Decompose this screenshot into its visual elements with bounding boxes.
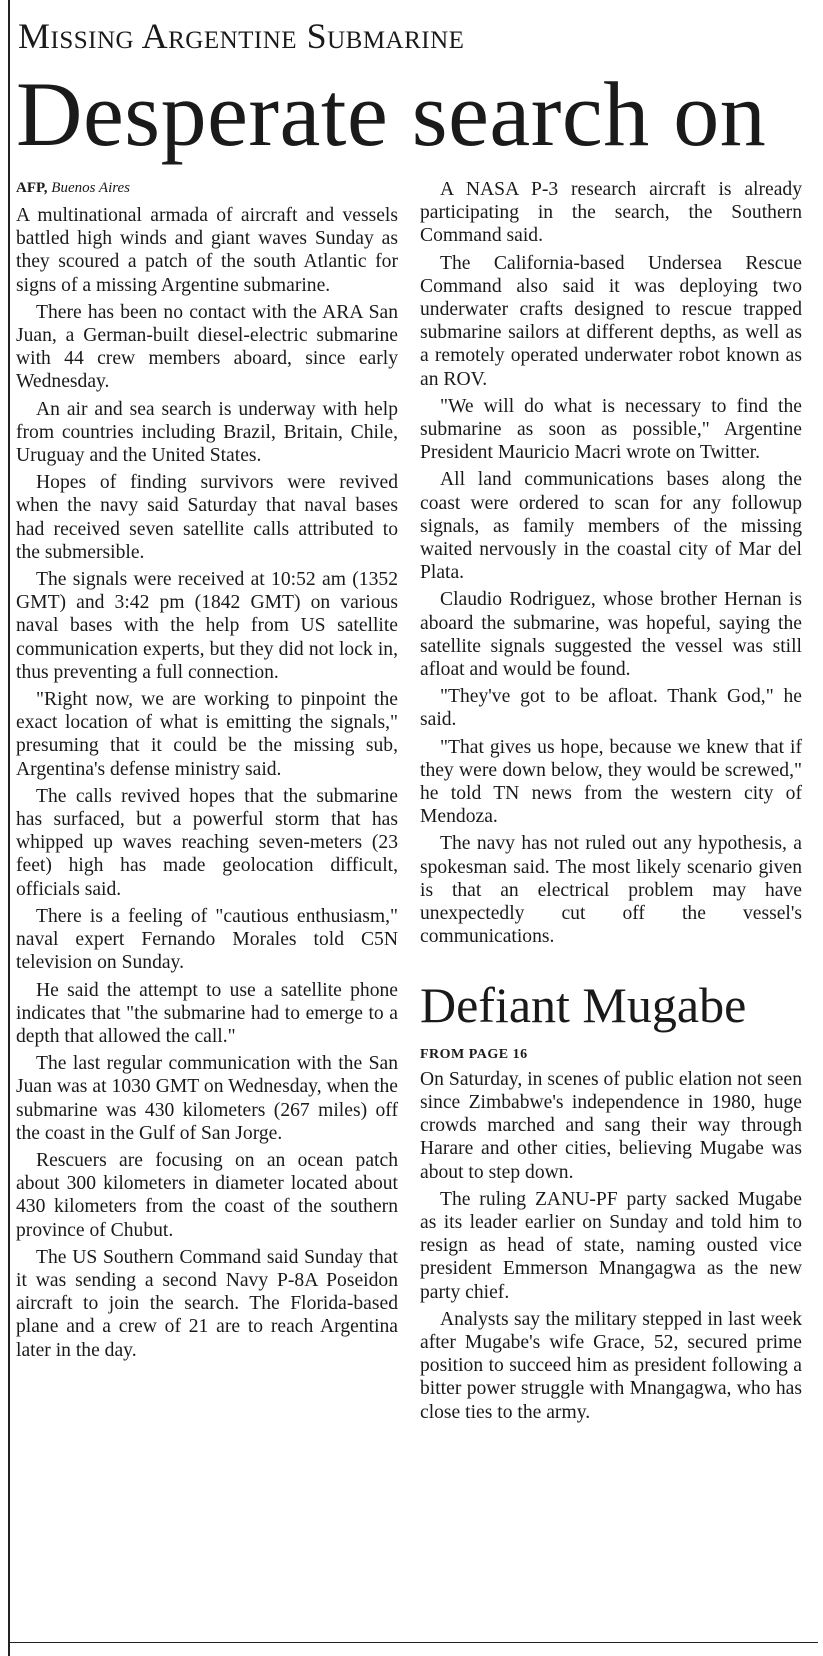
article-paragraph: Rescuers are focusing on an ocean patch about 300 kilometers in diameter located about 430 kilometers from the coast of the southern province of Chubut. [16, 1149, 398, 1241]
article-paragraph: The US Southern Command said Sunday that it was sending a second Navy P-8A Poseidon aircraft to join the search. The Florida-based plane and a crew of 21 are to reach Argentina later in the day. [16, 1246, 398, 1361]
second-story-headline: Defiant Mugabe [420, 976, 747, 1033]
article-paragraph: A multinational armada of aircraft and vessels battled high winds and giant waves Sunday as they scoured a patch of the south Atlantic for signs of a missing Argentine submarine. [16, 205, 398, 296]
article-paragraph: The signals were received at 10:52 am (1352 GMT) and 3:42 pm (1842 GMT) on various naval bases with the help from US satellite communication experts, but they did not lock in, thus preventing a full connection. [16, 569, 398, 683]
byline-place: Buenos Aires [51, 180, 131, 196]
article-paragraph: Hopes of finding survivors were revived when the navy said Saturday that naval bases had received seven satellite calls attributed to the submersible. [16, 472, 398, 563]
article-paragraph: "They've got to be afloat. Thank God," he said. [420, 686, 802, 731]
article-paragraph: A NASA P-3 research aircraft is already participating in the search, the Southern Command said. [420, 179, 802, 247]
article-paragraph: The California-based Undersea Rescue Command also said it was deploying two underwater crafts designed to rescue trapped submarine sailors at different depths, as well as a remotely operated underwater robot known as an ROV. [420, 252, 802, 390]
second-story-paragraph: Analysts say the military stepped in last week after Mugabe's wife Grace, 52, secured prime position to succeed him as president following a bitter power struggle with Mnangagwa, who has close ties to the army. [420, 1308, 802, 1423]
article-paragraph: He said the attempt to use a satellite phone indicates that "the submarine had to emerge to a depth that allowed the call." [16, 979, 398, 1047]
article-column-right [420, 178, 802, 1428]
headline: Desperate search on [16, 63, 767, 165]
column-rule-left [8, 0, 10, 1656]
article-paragraph: "That gives us hope, because we knew that if they were down below, they would be screwed," he told TN news from the western city of Mendoza. [420, 736, 802, 828]
article-paragraph: There is a feeling of "cautious enthusiasm," naval expert Fernando Morales told C5N television on Sunday. [16, 905, 398, 974]
article-paragraph: The last regular communication with the San Juan was at 1030 GMT on Wednesday, when the submarine was 430 kilometers (267 miles) off the coast in the Gulf of San Jorge. [16, 1053, 398, 1144]
article-paragraph: The navy has not ruled out any hypothesis, a spokesman said. The most likely scenario given is that an electrical problem may have unexpectedly cut off the vessel's communications. [420, 833, 802, 948]
article-paragraph: "We will do what is necessary to find the submarine as soon as possible," Argentine President Mauricio Macri wrote on Twitter. [420, 395, 802, 464]
article-paragraph: An air and sea search is underway with help from countries including Brazil, Britain, Chile, Uruguay and the United States. [16, 398, 398, 467]
article-paragraph: "Right now, we are working to pinpoint the exact location of what is emitting the signals," presuming that it could be the missing sub, Argentina's defense ministry said. [16, 689, 398, 780]
article-paragraph: Claudio Rodriguez, whose brother Hernan is aboard the submarine, was hopeful, saying the satellite signals suggested the vessel was still afloat and would be found. [420, 589, 802, 681]
article-column-left [16, 178, 398, 1366]
article-paragraph: The calls revived hopes that the submarine has surfaced, but a powerful storm that has whipped up waves reaching seven-meters (23 feet) high has made geolocation difficult, officials said. [16, 785, 398, 900]
article-paragraph: There has been no contact with the ARA San Juan, a German-built diesel-electric submarine with 44 crew members aboard, since early Wednesday. [16, 301, 398, 393]
second-story-jump-line: FROM PAGE 16 [420, 1046, 528, 1062]
article-paragraph: All land communications bases along the coast were ordered to scan for any followup signals, as family members of the missing waited nervously in the coastal city of Mar del Plata. [420, 469, 802, 584]
column-rule-bottom [8, 1642, 818, 1643]
second-story-paragraph: On Saturday, in scenes of public elation not seen since Zimbabwe's independence in 1980, huge crowds marched and sang their way through Harare and other cities, believing Mugabe was about to step down. [420, 1068, 802, 1183]
byline-agency: AFP, [16, 180, 48, 196]
byline [16, 178, 398, 198]
kicker: Missing Argentine Submarine [18, 16, 465, 56]
second-story-paragraph: The ruling ZANU-PF party sacked Mugabe as its leader earlier on Sunday and told him to resign as head of state, naming ousted vice president Emmerson Mnangagwa as the new party chief. [420, 1188, 802, 1303]
